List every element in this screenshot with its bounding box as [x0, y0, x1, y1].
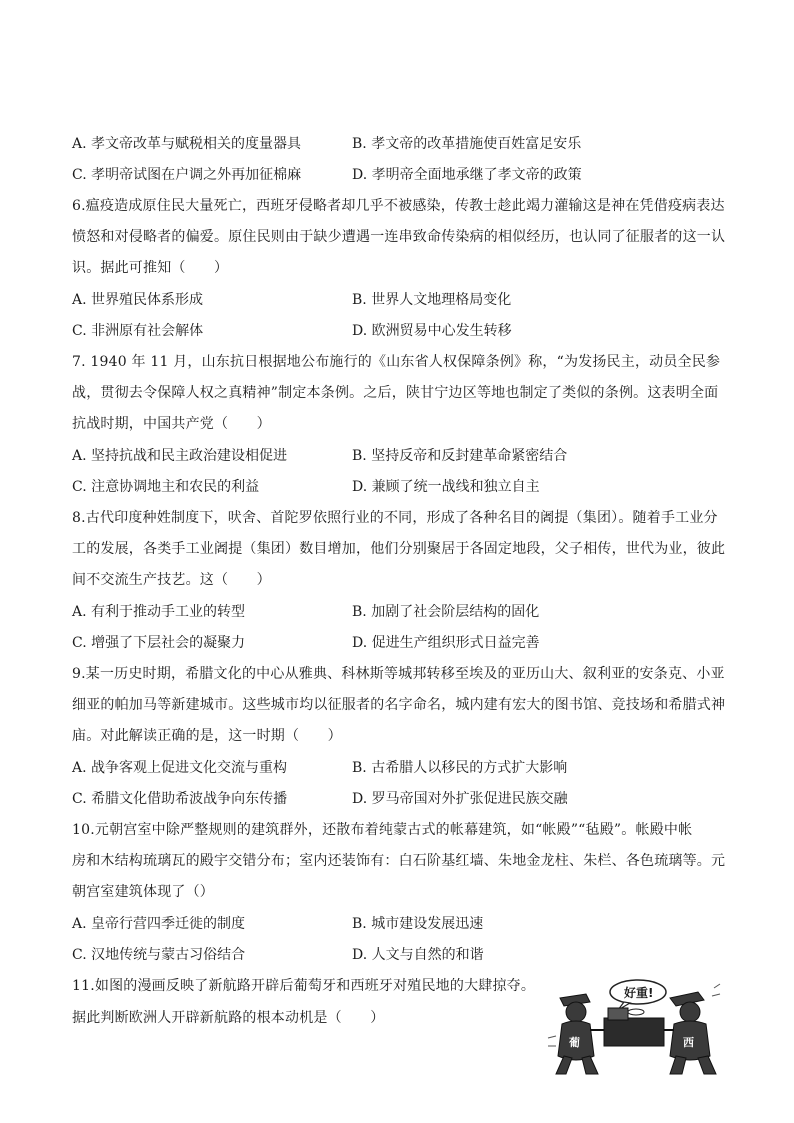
q7-option-d: D. 兼顾了统一战线和独立自主 [352, 479, 540, 495]
q6-option-d: D. 欧洲贸易中心发生转移 [352, 323, 512, 339]
q5-option-a: A. 孝文帝改革与赋税相关的度量器具 [72, 136, 302, 152]
q10-stem-line-3: 朝宫室建筑体现了（） [72, 884, 214, 900]
q6-stem-line-2: 愤怒和对侵略者的偏爱。原住民则由于缺少遭遇一连串致命传染病的相似经历，也认同了征服者的这一认 [72, 229, 726, 245]
q6-option-c: C. 非洲原有社会解体 [72, 323, 204, 339]
q7-option-a: A. 坚持抗战和民主政治建设相促进 [72, 448, 288, 464]
q9-stem-line-3: 庙。对此解读正确的是，这一时期（ ） [72, 728, 342, 744]
q8-option-c: C. 增强了下层社会的凝聚力 [72, 635, 246, 651]
q7-stem-line-3: 抗战时期，中国共产党（ ） [72, 416, 271, 432]
q8-option-d: D. 促进生产组织形式日益完善 [352, 635, 540, 651]
q6-stem-line-3: 识。据此可推知（ ） [72, 260, 229, 276]
q9-stem-line-1: 9.某一历史时期，希腊文化的中心从雅典、科林斯等城邦转移至埃及的亚历山大、叙利亚的安条克、小亚 [72, 666, 725, 682]
q7-option-c: C. 注意协调地主和农民的利益 [72, 479, 260, 495]
portugal-label: 葡 [569, 1036, 580, 1049]
q5-option-d: D. 孝明帝全面地承继了孝文帝的政策 [352, 167, 582, 183]
q10-option-b: B. 城市建设发展迅速 [352, 916, 484, 932]
q7-stem-line-2: 战，贯彻去令保障人权之真精神”制定本条例。之后，陕甘宁边区等地也制定了类似的条例。这表明全面 [72, 385, 719, 401]
q11-stem-line-1: 11.如图的漫画反映了新航路开辟后葡萄牙和西班牙对殖民地的大肆掠夺。 [72, 978, 536, 994]
q10-stem-line-1: 10.元朝宫室中除严整规则的建筑群外，还散布着纯蒙古式的帐幕建筑，如“帐殿”“毡殿”。帐殿中帐 [72, 822, 693, 838]
q9-option-d: D. 罗马帝国对外扩张促进民族交融 [352, 791, 568, 807]
q9-option-a: A. 战争客观上促进文化交流与重构 [72, 760, 288, 776]
q8-stem-line-3: 间不交流生产技艺。这（ ） [72, 572, 271, 588]
q9-stem-line-2: 细亚的帕加马等新建城市。这些城市均以征服者的名字命名，城内建有宏大的图书馆、竞技场和希腊式神 [72, 697, 726, 713]
treasure-chest [604, 1018, 664, 1046]
q8-stem-line-1: 8.古代印度种姓制度下，吠舍、首陀罗依照行业的不同，形成了各种名目的阇提（集团）。随着手工业分 [72, 510, 718, 526]
right-figure [670, 992, 716, 1074]
q10-option-a: A. 皇帝行营四季迁徙的制度 [72, 916, 246, 932]
q10-option-d: D. 人文与自然的和谐 [352, 947, 484, 963]
q5-option-c: C. 孝明帝试图在户调之外再加征棉麻 [72, 167, 302, 183]
speech-bubble-text: 好重! [624, 986, 654, 1000]
q5-option-b: B. 孝文帝的改革措施使百姓富足安乐 [352, 136, 582, 152]
q8-stem-line-2: 工的发展，各类手工业阇提（集团）数目增加，他们分别聚居于各固定地段，父子相传，世代为业，彼此 [72, 541, 726, 557]
q6-option-b: B. 世界人文地理格局变化 [352, 292, 512, 308]
q10-stem-line-2: 房和木结构琉璃瓦的殿宇交错分布；室内还装饰有：白石阶基红墙、朱地金龙柱、朱栏、各色琉璃等。元 [72, 853, 726, 869]
q9-option-b: B. 古希腊人以移民的方式扩大影响 [352, 760, 568, 776]
q6-option-a: A. 世界殖民体系形成 [72, 292, 204, 308]
q7-option-b: B. 坚持反帝和反封建革命紧密结合 [352, 448, 568, 464]
colonial-plunder-cartoon [546, 978, 722, 1078]
q10-option-c: C. 汉地传统与蒙古习俗结合 [72, 947, 246, 963]
spain-label: 西 [683, 1036, 694, 1049]
q8-option-b: B. 加剧了社会阶层结构的固化 [352, 604, 540, 620]
q8-option-a: A. 有利于推动手工业的转型 [72, 604, 246, 620]
q9-option-c: C. 希腊文化借助希波战争向东传播 [72, 791, 288, 807]
q6-stem-line-1: 6.瘟疫造成原住民大量死亡，西班牙侵略者却几乎不被感染，传教士趁此竭力灌输这是神在凭借疫病表达 [72, 198, 725, 214]
q7-stem-line-1: 7. 1940 年 11 月，山东抗日根据地公布施行的《山东省人权保障条例》称，“为发扬民主，动员全民参 [72, 354, 721, 370]
q11-stem-line-2: 据此判断欧洲人开辟新航路的根本动机是（ ） [72, 1010, 385, 1026]
